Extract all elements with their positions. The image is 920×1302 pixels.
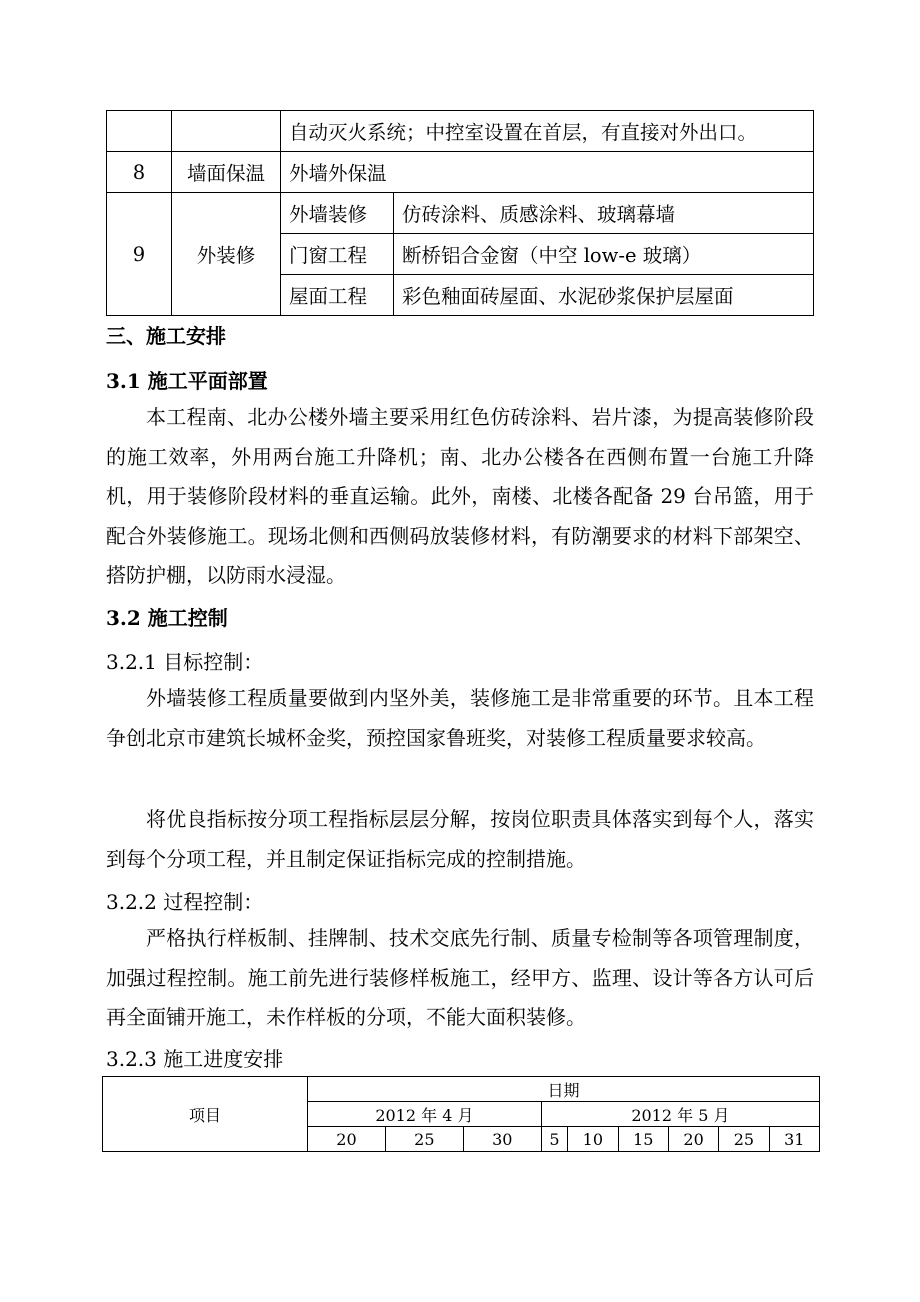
subsection-heading: 3.2.2 过程控制：: [106, 890, 264, 914]
table-row: [103, 1077, 820, 1102]
spec-table: [106, 110, 814, 316]
month-cell: 2012 年 5 月: [541, 1102, 819, 1127]
day-cell: 5: [541, 1127, 567, 1152]
table-row: [107, 152, 814, 193]
section-heading: 三、施工安排: [106, 324, 226, 348]
day-cell: 20: [668, 1127, 718, 1152]
day-cell: 30: [463, 1127, 541, 1152]
subsection-heading: 3.1 施工平面部置: [106, 369, 268, 393]
content-cell: 断桥铝合金窗（中空 low-e 玻璃）: [394, 234, 814, 275]
subsection-heading: 3.2 施工控制: [106, 606, 228, 630]
schedule-table: [102, 1076, 820, 1152]
content-cell: 自动灭火系统；中控室设置在首层，有直接对外出口。: [281, 111, 814, 152]
num-cell: 9: [107, 193, 172, 316]
day-cell: 25: [719, 1127, 769, 1152]
category-cell: 外装修: [172, 193, 281, 316]
date-header: 日期: [308, 1077, 820, 1102]
day-cell: 15: [618, 1127, 668, 1152]
paragraph: 将优良指标按分项工程指标层层分解，按岗位职责具体落实到每个人，落实到每个分项工程，并且制定保证指标完成的控制措施。: [106, 807, 814, 871]
project-header: 项目: [103, 1077, 308, 1152]
day-cell: 25: [385, 1127, 463, 1152]
subcategory-cell: 外墙装修: [281, 193, 394, 234]
content-cell: 仿砖涂料、质感涂料、玻璃幕墙: [394, 193, 814, 234]
paragraph: 外墙装修工程质量要做到内坚外美，装修施工是非常重要的环节。且本工程争创北京市建筑长城杯金奖，预控国家鲁班奖，对装修工程质量要求较高。: [106, 686, 814, 750]
subcategory-cell: 屋面工程: [281, 275, 394, 316]
day-cell: 10: [568, 1127, 618, 1152]
subsection-heading: 3.2.3 施工进度安排: [106, 1047, 284, 1071]
category-cell: 墙面保温: [172, 152, 281, 193]
content-cell: 外墙外保温: [281, 152, 814, 193]
table-row: [107, 111, 814, 152]
category-cell: [172, 111, 281, 152]
num-cell: 8: [107, 152, 172, 193]
day-cell: 31: [769, 1127, 819, 1152]
paragraph: 严格执行样板制、挂牌制、技术交底先行制、质量专检制等各项管理制度，加强过程控制。施工前先进行装修样板施工，经甲方、监理、设计等各方认可后再全面铺开施工，未作样板的分项，不能大面积装修。: [106, 926, 814, 1029]
subsection-heading: 3.2.1 目标控制：: [106, 650, 264, 674]
num-cell: [107, 111, 172, 152]
month-cell: 2012 年 4 月: [308, 1102, 542, 1127]
table-row: [107, 193, 814, 234]
subcategory-cell: 门窗工程: [281, 234, 394, 275]
content-cell: 彩色釉面砖屋面、水泥砂浆保护层屋面: [394, 275, 814, 316]
paragraph: 本工程南、北办公楼外墙主要采用红色仿砖涂料、岩片漆，为提高装修阶段的施工效率，外用两台施工升降机；南、北办公楼各在西侧布置一台施工升降机，用于装修阶段材料的垂直运输。此外，南楼、北楼各配备 29 台吊篮，用于配合外装修施工。现场北侧和西侧码放装修材料，有防潮要求的材料下部架空、搭防护棚，以防雨水浸湿。: [106, 405, 814, 587]
day-cell: 20: [308, 1127, 386, 1152]
